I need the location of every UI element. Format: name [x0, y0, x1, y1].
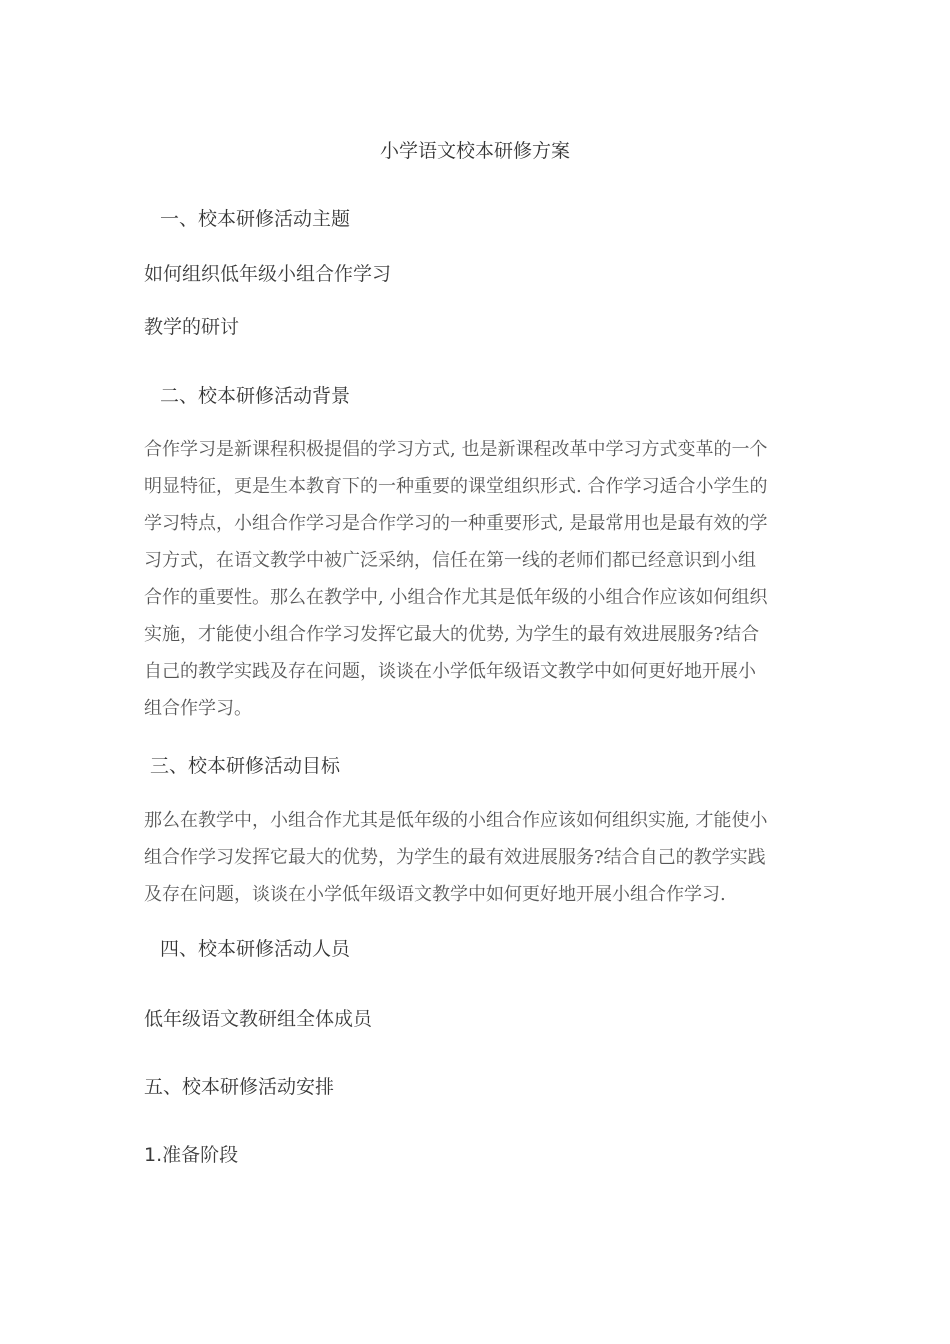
paragraph-line: 组合作学习。: [144, 698, 252, 719]
paragraph-line: 实施，才能使小组合作学习发挥它最大的优势, 为学生的最有效进展服务?结合: [144, 624, 760, 645]
paragraph-line: 明显特征，更是生本教育下的一种重要的课堂组织形式. 合作学习适合小学生的: [144, 476, 768, 497]
paragraph-line: 自己的教学实践及存在问题，谈谈在小学低年级语文教学中如何更好地开展小: [144, 661, 756, 682]
section-heading-goal: 三、校本研修活动目标: [150, 755, 341, 777]
background-paragraph: [144, 436, 806, 732]
paragraph-line: 习方式，在语文教学中被广泛采纳，信任在第一线的老师们都已经意识到小组: [144, 550, 756, 571]
paragraph-line: 及存在问题，谈谈在小学低年级语文教学中如何更好地开展小组合作学习.: [144, 884, 726, 905]
section-heading-members: 四、校本研修活动人员: [160, 938, 351, 960]
section-heading-schedule: 五、校本研修活动安排: [144, 1076, 335, 1098]
section-heading-theme: 一、校本研修活动主题: [160, 208, 351, 230]
document-title: 小学语文校本研修方案: [379, 140, 570, 162]
theme-line: 教学的研讨: [144, 316, 240, 338]
section-heading-background: 二、校本研修活动背景: [160, 385, 351, 407]
schedule-stage-line: 1.准备阶段: [144, 1144, 239, 1166]
paragraph-line: 学习特点，小组合作学习是合作学习的一种重要形式, 是最常用也是最有效的学: [144, 513, 768, 534]
paragraph-line: 合作的重要性。那么在教学中, 小组合作尤其是低年级的小组合作应该如何组织: [144, 587, 768, 608]
goal-paragraph: [144, 807, 806, 918]
theme-line: 如何组织低年级小组合作学习: [144, 263, 392, 285]
paragraph-line: 组合作学习发挥它最大的优势，为学生的最有效进展服务?结合自己的教学实践: [144, 847, 766, 868]
members-line: 低年级语文教研组全体成员: [144, 1008, 373, 1030]
paragraph-line: 那么在教学中，小组合作尤其是低年级的小组合作应该如何组织实施, 才能使小: [144, 810, 768, 831]
paragraph-line: 合作学习是新课程积极提倡的学习方式, 也是新课程改革中学习方式变革的一个: [144, 439, 768, 460]
